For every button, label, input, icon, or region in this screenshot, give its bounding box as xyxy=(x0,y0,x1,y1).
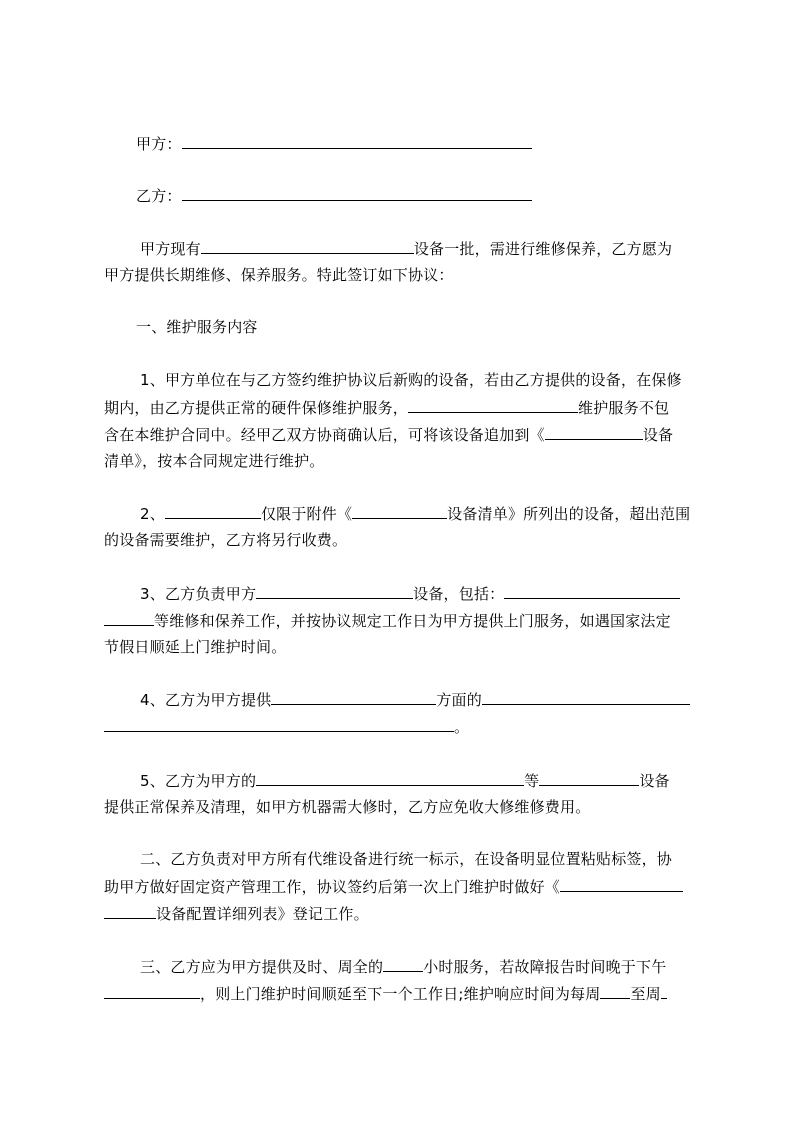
intro-text-c: 甲方提供长期维修、保养服务。特此签订如下协议： xyxy=(104,266,454,284)
item-2-blank-2[interactable] xyxy=(352,503,447,519)
section-1-heading xyxy=(136,317,258,337)
report-time-blank[interactable] xyxy=(104,983,200,999)
item-1-text-2a: 期内，由乙方提供正常的硬件保修维护服务， xyxy=(104,399,409,417)
section-2-blank-1[interactable] xyxy=(560,876,683,892)
item-4-blank-3[interactable] xyxy=(104,716,454,732)
item-1-line-3 xyxy=(104,424,673,445)
item-2-line-1 xyxy=(140,503,690,524)
intro-line-2 xyxy=(104,265,454,285)
section-2-text-1: 二、乙方负责对甲方所有代维设备进行统一标示，在设备明显位置粘贴标签，协 xyxy=(140,850,673,868)
item-1-text-3b: 设备 xyxy=(642,426,674,444)
party-b-label: 乙方： xyxy=(136,187,182,205)
item-1-line-1 xyxy=(140,370,682,390)
item-2-blank-1[interactable] xyxy=(165,503,261,519)
item-5-text-1b: 等 xyxy=(524,772,540,790)
section-2-line-2 xyxy=(104,876,683,897)
item-4-text-1b: 方面的 xyxy=(436,691,482,709)
item-3-line-3 xyxy=(104,637,286,657)
item-4-blank-1[interactable] xyxy=(271,689,436,705)
item-5-line-2 xyxy=(104,797,590,817)
item-1-text-3a: 含在本维护合同中。经甲乙双方协商确认后，可将该设备追加到《 xyxy=(104,426,545,444)
item-1-blank-1[interactable] xyxy=(408,397,578,413)
section-3-text-1a: 三、乙方应为甲方提供及时、周全的 xyxy=(140,958,384,976)
section-3-line-1 xyxy=(140,956,666,977)
item-5-line-1 xyxy=(140,770,670,791)
party-a-label: 甲方： xyxy=(136,135,182,153)
intro-text-a: 甲方现有 xyxy=(140,240,201,258)
equipment-blank[interactable] xyxy=(201,238,414,254)
item-5-blank-1[interactable] xyxy=(256,770,524,786)
intro-text-b: 设备一批，需进行维修保养，乙方愿为 xyxy=(413,240,673,258)
weekday-end-blank[interactable] xyxy=(661,983,667,999)
item-3-text-2: 等维修和保养工作，并按协议规定工作日为甲方提供上门服务，如遇国家法定 xyxy=(154,612,671,630)
item-3-blank-1[interactable] xyxy=(256,583,413,599)
party-b-line xyxy=(136,185,532,206)
item-2-text-1b: 仅限于附件《 xyxy=(260,505,353,523)
item-1-line-2 xyxy=(104,397,669,418)
item-2-text-2: 的设备需要维护，乙方将另行收费。 xyxy=(104,531,348,549)
item-3-line-2 xyxy=(104,610,671,631)
section-2-blank-2[interactable] xyxy=(104,903,156,919)
section-3-text-2a: ，则上门维护时间顺延至下一个工作日;维护响应时间为每周 xyxy=(200,985,601,1003)
section-2-line-1 xyxy=(140,849,672,869)
section-3-text-1b: 小时服务，若故障报告时间晚于下午 xyxy=(423,958,667,976)
item-3-text-1b: 设备，包括： xyxy=(413,585,505,603)
item-5-text-1c: 设备 xyxy=(639,772,670,790)
item-1-text-4: 清单》，按本合同规定进行维护。 xyxy=(104,452,325,470)
section-2-text-3: 设备配置详细列表》登记工作。 xyxy=(156,905,369,923)
party-b-blank[interactable] xyxy=(182,185,532,201)
section-2-text-2a: 助甲方做好固定资产管理工作，协议签约后第一次上门维护时做好《 xyxy=(104,878,561,896)
item-2-text-1a: 2、 xyxy=(140,505,165,523)
item-1-line-4 xyxy=(104,451,325,471)
intro-line-1 xyxy=(140,238,672,259)
item-1-blank-2[interactable] xyxy=(545,424,643,440)
item-4-text-end: 。 xyxy=(454,718,470,736)
item-1-text-2b: 维护服务不包 xyxy=(578,399,670,417)
item-5-text-2: 提供正常保养及清理，如甲方机器需大修时，乙方应免收大修维修费用。 xyxy=(104,798,591,816)
item-4-line-2 xyxy=(104,716,469,737)
item-2-line-2 xyxy=(104,530,347,550)
section-3-text-2b: 至周 xyxy=(630,985,661,1003)
item-3-blank-3[interactable] xyxy=(104,610,154,626)
item-4-line-1 xyxy=(140,689,690,710)
item-3-blank-2[interactable] xyxy=(504,583,680,599)
item-1-text-1: 1、甲方单位在与乙方签约维护协议后新购的设备，若由乙方提供的设备，在保修 xyxy=(140,371,682,389)
party-a-blank[interactable] xyxy=(182,133,532,149)
item-2-text-1c: 设备清单》所列出的设备，超出范围 xyxy=(447,505,691,523)
item-4-blank-2[interactable] xyxy=(482,689,690,705)
item-5-text-1a: 5、乙方为甲方的 xyxy=(140,772,257,790)
section-2-line-3 xyxy=(104,903,369,924)
service-hours-blank[interactable] xyxy=(383,956,423,972)
item-4-text-1a: 4、乙方为甲方提供 xyxy=(140,691,272,709)
item-3-text-3: 节假日顺延上门维护时间。 xyxy=(104,638,287,656)
item-3-line-1 xyxy=(140,583,680,604)
party-a-line xyxy=(136,133,532,154)
section-3-line-2 xyxy=(104,983,667,1004)
weekday-start-blank[interactable] xyxy=(600,983,630,999)
item-5-blank-2[interactable] xyxy=(539,770,639,786)
section-1-heading-text: 一、维护服务内容 xyxy=(136,318,258,336)
item-3-text-1a: 3、乙方负责甲方 xyxy=(140,585,257,603)
